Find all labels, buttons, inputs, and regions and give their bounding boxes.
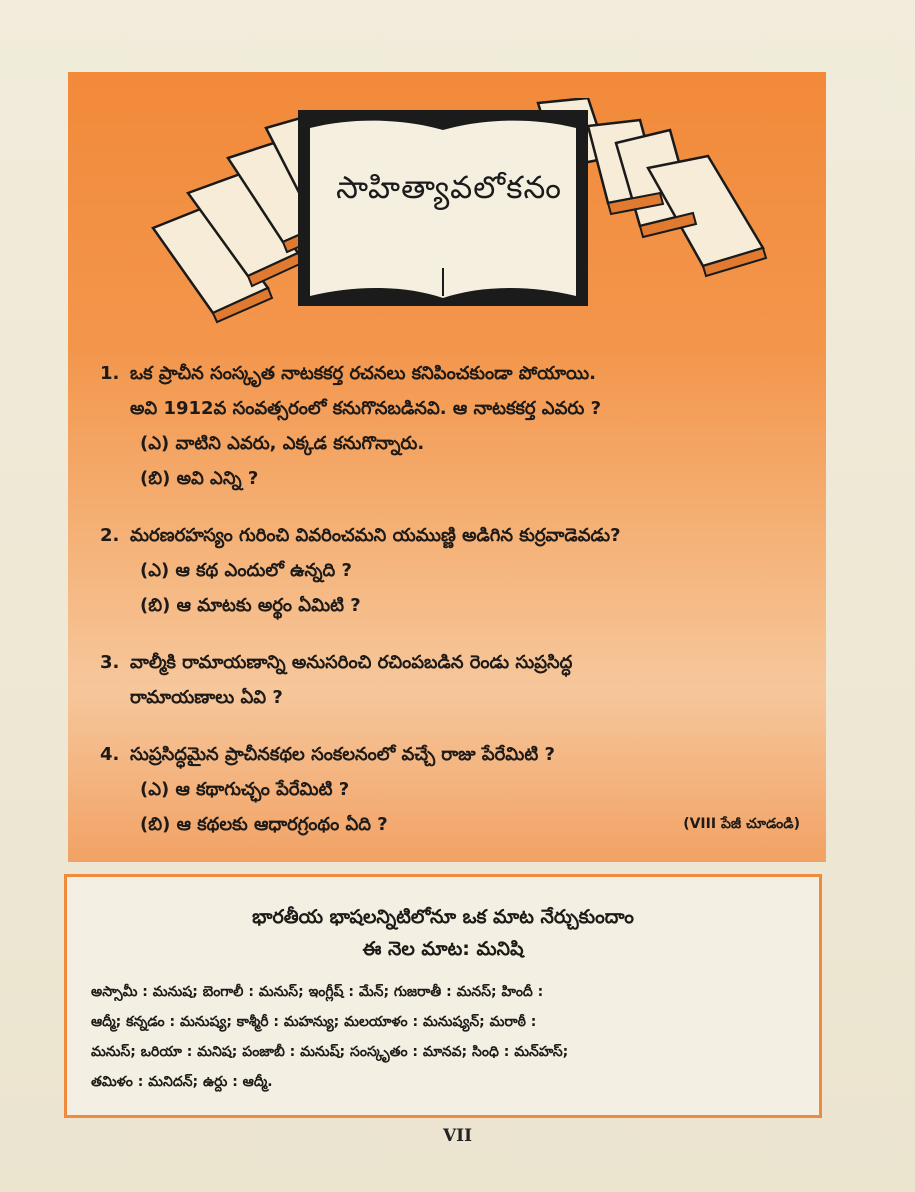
question-number: 2. [100, 525, 120, 546]
translation-line: తమిళం : మనిదన్; ఉర్దు : ఆద్మీ. [91, 1074, 273, 1090]
vocabulary-title: భారతీయ భాషలన్నిటిలోనూ ఒక మాట నేర్చుకుందాం [252, 906, 634, 928]
sub-question: (బి) ఆ కథలకు ఆధారగ్రంథం ఏది ? [140, 814, 388, 835]
question-number: 3. [100, 652, 120, 673]
page-title: సాహిత్యావలోకనం [336, 170, 562, 206]
translations-list [91, 977, 803, 1097]
sub-question: (బి) అవి ఎన్ని ? [140, 468, 259, 489]
translation-line: అస్సామీ : మనుష; బెంగాలీ : మనుస్; ఇంగ్లీష్ : మేన్; గుజరాతీ : మనస్; హిందీ : [91, 984, 544, 1000]
questions-list [100, 356, 810, 864]
see-page-note: (VIII పేజీ చూడండి) [683, 816, 800, 832]
page-number: VII [442, 1126, 473, 1146]
sub-question: (బి) ఆ మాటకు అర్థం ఏమిటి ? [140, 595, 361, 616]
translation-line: మనుస్; ఒరియా : మనిష; పంజాబీ : మనుష్; సంస్కృతం : మానవ; సింధి : మన్‌హస్; [91, 1044, 569, 1060]
question-4 [100, 737, 810, 842]
question-text: సుప్రసిద్ధమైన ప్రాచీనకథల సంకలనంలో వచ్చే రాజు పేరేమిటి ? [130, 744, 555, 765]
question-text: ఒక ప్రాచీన సంస్కృత నాటకకర్త రచనలు కనిపించకుండా పోయాయి. [130, 363, 596, 384]
vocabulary-heading [67, 901, 819, 965]
question-number: 4. [100, 744, 120, 765]
sub-question: (ఎ) ఆ కథ ఎందులో ఉన్నది ? [140, 560, 352, 581]
word-of-month: ఈ నెల మాట: మనిషి [362, 938, 524, 960]
question-number: 1. [100, 363, 120, 384]
translation-line: ఆద్మీ; కన్నడం : మనుష్య; కాశ్మీరీ : మహన్యు; మలయాళం : మనుష్యన్; మరాఠీ : [91, 1014, 537, 1030]
question-text: మరణరహస్యం గురించి వివరించమని యముణ్ణి అడిగిన కుర్రవాడెవడు? [130, 525, 621, 546]
question-2 [100, 518, 810, 623]
question-3 [100, 645, 810, 715]
question-text: అవి 1912వ సంవత్సరంలో కనుగొనబడినవి. ఆ నాటకకర్త ఎవరు ? [130, 398, 602, 419]
sub-question: (ఎ) వాటిని ఎవరు, ఎక్కడ కనుగొన్నారు. [140, 433, 425, 454]
sub-question: (ఎ) ఆ కథాగుచ్ఛం పేరేమిటి ? [140, 779, 350, 800]
question-text: వాల్మీకి రామాయణాన్ని అనుసరించి రచింపబడిన రెండు సుప్రసిద్ధ [130, 652, 573, 673]
question-text: రామాయణాలు ఏవి ? [130, 687, 283, 708]
vocabulary-box [64, 874, 822, 1118]
question-1 [100, 356, 810, 496]
